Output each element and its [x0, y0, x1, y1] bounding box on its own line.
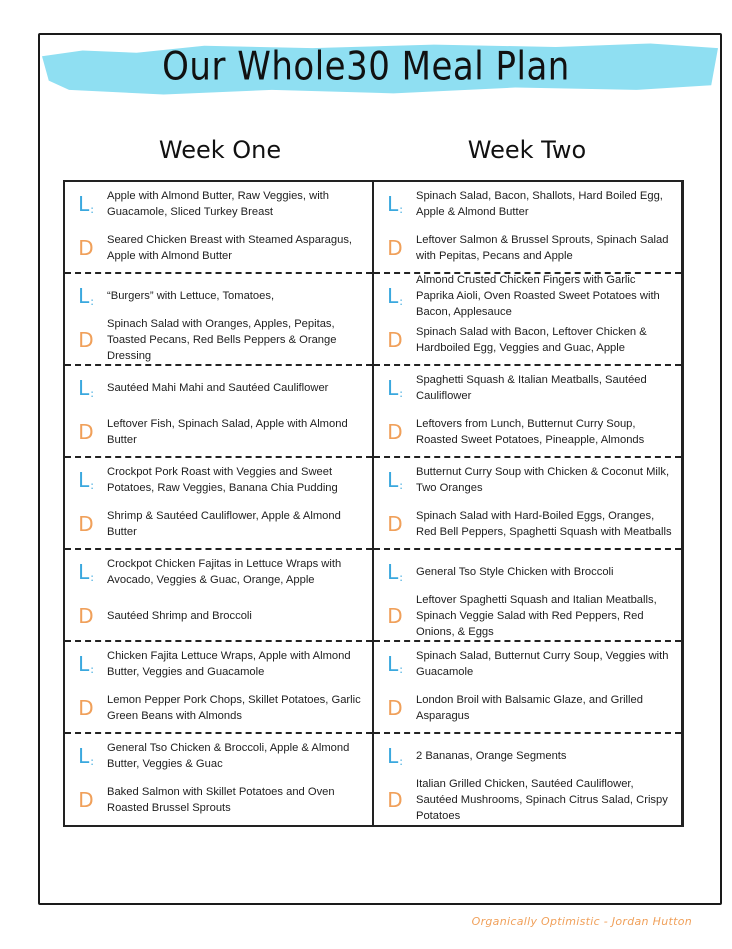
dinner-entry — [374, 778, 681, 822]
day-row — [65, 366, 372, 458]
lunch-entry — [374, 274, 681, 318]
day-row — [374, 366, 681, 458]
lunch-marker: L: — [387, 376, 403, 400]
week-one-title: Week One — [158, 136, 282, 164]
lunch-text: Spaghetti Squash & Italian Meatballs, Sautéed Cauliflower — [416, 374, 647, 402]
lunch-letter: L — [387, 284, 399, 308]
lunch-marker: L: — [387, 468, 403, 492]
dinner-marker — [374, 788, 416, 812]
day-row — [374, 274, 681, 366]
dinner-text: Sautéed Shrimp and Broccoli — [107, 610, 252, 622]
dinner-entry — [65, 410, 372, 454]
lunch-entry — [65, 550, 372, 594]
dinner-text: Seared Chicken Breast with Steamed Asparagus, Apple with Almond Butter — [107, 234, 353, 262]
lunch-entry — [65, 458, 372, 502]
week-one-column — [63, 180, 374, 827]
dinner-marker — [374, 328, 416, 352]
lunch-marker: L: — [387, 284, 403, 308]
lunch-letter: L — [387, 192, 399, 216]
dinner-entry — [65, 686, 372, 730]
dinner-letter: D — [387, 696, 403, 720]
dinner-letter: D — [78, 236, 94, 260]
day-row — [65, 734, 372, 827]
lunch-entry — [65, 274, 372, 318]
lunch-text: Chicken Fajita Lettuce Wraps, Apple with Almond Butter, Veggies and Guacamole — [107, 650, 351, 678]
lunch-marker: L: — [78, 468, 94, 492]
lunch-text: Crockpot Pork Roast with Veggies and Sweet Potatoes, Raw Veggies, Banana Chia Pudding — [107, 466, 338, 494]
lunch-entry — [65, 182, 372, 226]
lunch-text: Almond Crusted Chicken Fingers with Garlic Paprika Aioli, Oven Roasted Sweet Potatoes with Bacon, Applesauce — [416, 274, 660, 318]
lunch-text: Spinach Salad, Butternut Curry Soup, Veggies with Guacamole — [416, 650, 669, 678]
dinner-marker — [65, 696, 107, 720]
dinner-text: Baked Salmon with Skillet Potatoes and Oven Roasted Brussel Sprouts — [107, 786, 335, 814]
lunch-text: Crockpot Chicken Fajitas in Lettuce Wraps with Avocado, Veggies & Guac, Orange, Apple — [107, 558, 342, 586]
lunch-letter: L — [78, 468, 90, 492]
dinner-text: Italian Grilled Chicken, Sautéed Cauliflower, Sautéed Mushrooms, Spinach Citrus Salad, Crispy Potatoes — [416, 778, 668, 822]
lunch-letter: L — [387, 652, 399, 676]
dinner-entry — [374, 502, 681, 546]
dinner-marker — [374, 512, 416, 536]
dinner-text: Leftover Salmon & Brussel Sprouts, Spinach Salad with Pepitas, Pecans and Apple — [416, 234, 669, 262]
lunch-letter: L — [78, 192, 90, 216]
dinner-marker — [65, 420, 107, 444]
lunch-letter: L — [387, 468, 399, 492]
lunch-letter: L — [387, 376, 399, 400]
dinner-entry — [374, 594, 681, 638]
dinner-letter: D — [387, 236, 403, 260]
dinner-letter: D — [78, 604, 94, 628]
dinner-marker — [374, 604, 416, 628]
dinner-marker — [65, 328, 107, 352]
lunch-entry — [65, 642, 372, 686]
dinner-entry — [374, 318, 681, 362]
day-row — [374, 182, 681, 274]
dinner-text: London Broil with Balsamic Glaze, and Grilled Asparagus — [416, 694, 643, 722]
dinner-letter: D — [387, 420, 403, 444]
dinner-letter: D — [78, 420, 94, 444]
lunch-marker: L: — [78, 560, 94, 584]
dinner-text: Spinach Salad with Hard-Boiled Eggs, Oranges, Red Bell Peppers, Spaghetti Squash with Meatballs — [416, 510, 672, 538]
day-row — [374, 550, 681, 642]
week-two-title: Week Two — [467, 136, 587, 164]
day-row — [374, 642, 681, 734]
lunch-letter: L — [78, 560, 90, 584]
dinner-entry — [65, 502, 372, 546]
dinner-marker — [65, 236, 107, 260]
dinner-entry — [65, 318, 372, 362]
lunch-letter: L — [387, 744, 399, 768]
dinner-letter: D — [78, 788, 94, 812]
lunch-entry — [374, 734, 681, 778]
lunch-text: General Tso Style Chicken with Broccoli — [416, 566, 614, 578]
dinner-text: Leftovers from Lunch, Butternut Curry Soup, Roasted Sweet Potatoes, Pineapple, Almonds — [416, 418, 645, 446]
dinner-text: Leftover Spaghetti Squash and Italian Meatballs, Spinach Veggie Salad with Red Peppers, Red Onions, & Eggs — [416, 594, 657, 638]
lunch-marker: L: — [387, 744, 403, 768]
dinner-text: Spinach Salad with Oranges, Apples, Pepitas, Toasted Pecans, Red Bells Peppers & Orange Dressing — [107, 318, 337, 362]
lunch-entry — [374, 182, 681, 226]
dinner-marker — [65, 788, 107, 812]
week-two-column — [372, 180, 684, 827]
dinner-letter: D — [387, 512, 403, 536]
dinner-marker — [374, 696, 416, 720]
lunch-text: 2 Bananas, Orange Segments — [416, 750, 567, 762]
lunch-letter: L — [78, 284, 90, 308]
footer-credit: Organically Optimistic - Jordan Hutton — [471, 915, 692, 928]
dinner-entry — [65, 778, 372, 822]
dinner-letter: D — [387, 328, 403, 352]
day-row — [65, 182, 372, 274]
dinner-text: Shrimp & Sautéed Cauliflower, Apple & Almond Butter — [107, 510, 341, 538]
lunch-text: Sautéed Mahi Mahi and Sautéed Cauliflower — [107, 382, 329, 394]
dinner-marker — [374, 420, 416, 444]
lunch-entry — [374, 642, 681, 686]
dinner-marker — [65, 604, 107, 628]
lunch-marker: L: — [78, 376, 94, 400]
lunch-entry — [374, 550, 681, 594]
page-title: Our Whole30 Meal Plan — [162, 44, 570, 90]
lunch-text: Apple with Almond Butter, Raw Veggies, with Guacamole, Sliced Turkey Breast — [107, 190, 330, 218]
dinner-letter: D — [78, 696, 94, 720]
dinner-entry — [374, 226, 681, 270]
dinner-letter: D — [387, 788, 403, 812]
day-row — [374, 458, 681, 550]
lunch-letter: L — [78, 744, 90, 768]
day-row — [65, 642, 372, 734]
lunch-marker: L: — [78, 744, 94, 768]
day-row — [374, 734, 681, 827]
lunch-letter: L — [78, 376, 90, 400]
dinner-entry — [374, 686, 681, 730]
lunch-entry — [65, 734, 372, 778]
day-row — [65, 550, 372, 642]
dinner-text: Spinach Salad with Bacon, Leftover Chicken & Hardboiled Egg, Veggies and Guac, Apple — [416, 326, 647, 354]
lunch-text: Butternut Curry Soup with Chicken & Coconut Milk, Two Oranges — [416, 466, 670, 494]
day-row — [65, 274, 372, 366]
dinner-letter: D — [387, 604, 403, 628]
lunch-marker: L: — [78, 192, 94, 216]
lunch-letter: L — [387, 560, 399, 584]
lunch-entry — [65, 366, 372, 410]
lunch-letter: L — [78, 652, 90, 676]
lunch-marker: L: — [387, 560, 403, 584]
lunch-entry — [374, 366, 681, 410]
lunch-text: Spinach Salad, Bacon, Shallots, Hard Boiled Egg, Apple & Almond Butter — [416, 190, 663, 218]
lunch-marker: L: — [387, 652, 403, 676]
dinner-marker — [65, 512, 107, 536]
dinner-marker — [374, 236, 416, 260]
lunch-marker: L: — [78, 652, 94, 676]
dinner-entry — [65, 594, 372, 638]
dinner-letter: D — [78, 512, 94, 536]
dinner-entry — [374, 410, 681, 454]
dinner-text: Lemon Pepper Pork Chops, Skillet Potatoes, Garlic Green Beans with Almonds — [107, 694, 361, 722]
lunch-marker: L: — [78, 284, 94, 308]
dinner-letter: D — [78, 328, 94, 352]
lunch-marker: L: — [387, 192, 403, 216]
lunch-entry — [374, 458, 681, 502]
dinner-text: Leftover Fish, Spinach Salad, Apple with Almond Butter — [107, 418, 348, 446]
lunch-text: “Burgers” with Lettuce, Tomatoes, — [107, 290, 275, 302]
lunch-text: General Tso Chicken & Broccoli, Apple & Almond Butter, Veggies & Guac — [107, 742, 350, 770]
dinner-entry — [65, 226, 372, 270]
day-row — [65, 458, 372, 550]
